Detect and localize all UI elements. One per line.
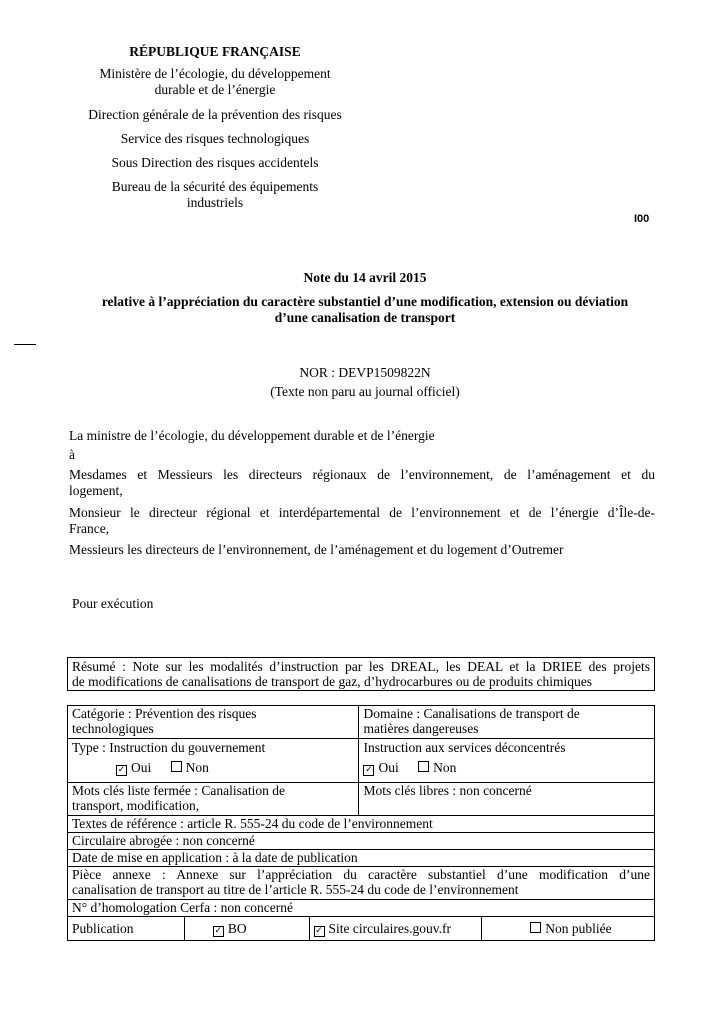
sender: La ministre de l’écologie, du développement durable et de l’énergie (69, 428, 435, 443)
type-oui-option[interactable] (116, 760, 151, 776)
recipient-1-line1: Mesdames et Messieurs les directeurs régionaux de l’environnement, de l’aménagement et du (69, 467, 655, 482)
note-date-title: Note du 14 avril 2015 (303, 270, 427, 285)
instruction-non-label: Non (433, 760, 457, 775)
note-subject (70, 294, 660, 326)
ministere-name (70, 66, 360, 98)
ministere-line2: durable et de l’énergie (154, 82, 276, 97)
nor-number: NOR : DEVP1509822N (299, 365, 431, 380)
table-row (68, 816, 655, 833)
recipient-1-line2: logement, (69, 483, 123, 498)
domaine-line2: matières dangereuses (363, 721, 479, 736)
table-row (68, 706, 655, 739)
instruction-non-option[interactable] (418, 760, 456, 775)
checkbox-checked-icon[interactable]: ✓ (365, 765, 373, 775)
ministere-line1: Ministère de l’écologie, du développement (99, 66, 331, 81)
domaine-cell (359, 706, 655, 739)
bureau-name (70, 179, 360, 211)
bureau-line2: industriels (186, 195, 244, 210)
table-row (68, 783, 655, 816)
domaine-line1: Domaine : Canalisations de transport de (363, 706, 580, 721)
piece-annexe-line2: canalisation de transport au titre de l’article R. 555-24 du code de l’environnement (72, 882, 519, 897)
publication-note: (Texte non paru au journal officiel) (270, 384, 460, 399)
instruction-options (363, 760, 650, 776)
pub-non-publiee-label: Non publiée (545, 921, 612, 936)
textes-reference-cell: Textes de référence : article R. 555-24 du code de l’environnement (68, 816, 655, 833)
type-non-label: Non (185, 760, 209, 775)
mots-cles-fermee-line1: Mots clés liste fermée : Canalisation de (72, 783, 285, 798)
publication-label-cell: Publication (68, 917, 185, 941)
instruction-oui-option[interactable] (363, 760, 398, 776)
checkbox-checked-icon[interactable]: ✓ (117, 765, 126, 775)
recipient-2-line1: Monsieur le directeur régional et interdépartemental de l’environnement et de l’énergie d’Île-de- (69, 505, 655, 520)
circulaire-abrogee-cell: Circulaire abrogée : non concerné (68, 833, 655, 850)
mots-cles-fermee-line2: transport, modification, (72, 798, 200, 813)
note-subject-line2: d’une canalisation de transport (274, 310, 456, 325)
direction-name: Direction générale de la prévention des risques (88, 107, 342, 122)
table-row (68, 917, 655, 941)
table-row (68, 833, 655, 850)
type-label: Type : Instruction du gouvernement (72, 740, 266, 755)
pour-execution: Pour exécution (72, 596, 154, 611)
pub-non-publiee-cell[interactable] (482, 917, 655, 941)
note-subject-line1: relative à l’appréciation du caractère substantiel d’une modification, extension ou déviation (101, 294, 629, 309)
type-non-option[interactable] (171, 760, 209, 775)
checkbox-empty-icon[interactable] (530, 922, 541, 933)
pub-bo-cell[interactable] (184, 917, 309, 941)
type-options (72, 760, 354, 776)
checkbox-empty-icon[interactable] (171, 761, 182, 772)
service-name: Service des risques technologiques (120, 131, 310, 146)
type-cell (68, 739, 359, 783)
instruction-cell (359, 739, 655, 783)
table-row (68, 739, 655, 783)
republique-heading: RÉPUBLIQUE FRANÇAISE (129, 44, 301, 59)
piece-annexe-cell (68, 867, 655, 900)
checkbox-empty-icon[interactable] (418, 761, 429, 772)
table-row (68, 867, 655, 900)
margin-dash (14, 344, 36, 345)
a-word: à (69, 447, 75, 462)
summary-box (67, 657, 655, 691)
categorie-line1: Catégorie : Prévention des risques (72, 706, 257, 721)
instruction-label: Instruction aux services déconcentrés (363, 740, 566, 755)
reference-number: I00 (634, 213, 650, 225)
recipient-2-line2: France, (69, 521, 110, 536)
summary-line2: de modifications de canalisations de transport de gaz, d’hydrocarbures ou de produits chimiques (72, 674, 592, 689)
mots-cles-libres-text: Mots clés libres : non concerné (363, 783, 532, 798)
pub-site-cell[interactable] (309, 917, 482, 941)
metadata-table (67, 705, 655, 941)
date-application-cell: Date de mise en application : à la date de publication (68, 850, 655, 867)
instruction-oui-label: Oui (378, 760, 399, 775)
piece-annexe-line1: Pièce annexe : Annexe sur l’appréciation du caractère substantiel d’une modification d’une (72, 867, 650, 882)
bureau-line1: Bureau de la sécurité des équipements (111, 179, 319, 194)
checkbox-checked-icon[interactable]: ✓ (214, 925, 223, 936)
recipient-2 (69, 505, 655, 537)
categorie-cell (68, 706, 359, 739)
type-oui-label: Oui (131, 760, 152, 775)
checkbox-checked-icon[interactable]: ✓ (315, 925, 323, 936)
sous-direction-name: Sous Direction des risques accidentels (111, 155, 319, 170)
pub-bo-label: BO (227, 920, 247, 936)
table-row (68, 900, 655, 917)
mots-cles-libres-cell (359, 783, 655, 816)
table-row (68, 850, 655, 867)
recipient-1 (69, 467, 655, 499)
mots-cles-fermee-cell (68, 783, 359, 816)
pub-site-label: Site circulaires.gouv.fr (328, 920, 451, 936)
summary-cell (68, 658, 655, 691)
homologation-cell: N° d’homologation Cerfa : non concerné (68, 900, 655, 917)
recipient-3: Messieurs les directeurs de l’environnement, de l’aménagement et du logement d’Outremer (69, 542, 564, 557)
categorie-line2: technologiques (72, 721, 154, 736)
summary-line1: Résumé : Note sur les modalités d’instruction par les DREAL, les DEAL et la DRIEE des projets (72, 659, 650, 674)
